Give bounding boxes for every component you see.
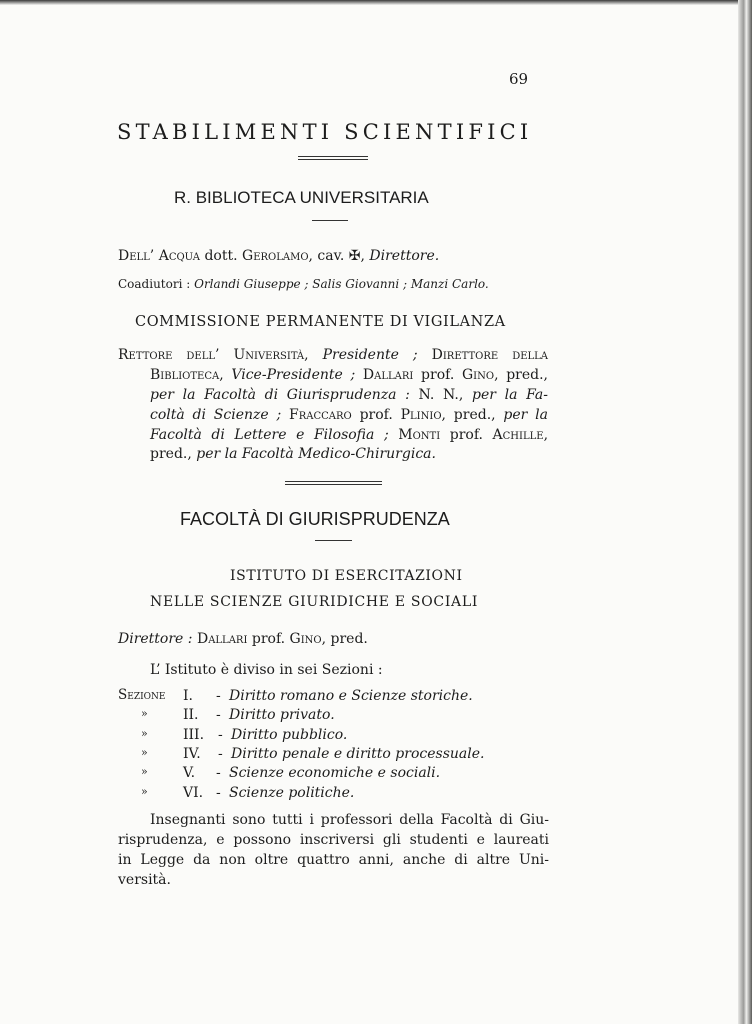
- section-mark: »: [141, 707, 148, 720]
- section-double-rule: [285, 481, 382, 485]
- title-double-rule: [298, 156, 368, 160]
- section-number: V.: [183, 765, 196, 781]
- text-run: N. N.,: [409, 387, 472, 403]
- italic-text: coltà di Scienze ;: [150, 407, 282, 423]
- page-number: 69: [509, 70, 529, 88]
- name-text: Biblioteca: [150, 367, 220, 383]
- text-run: dott.: [200, 248, 243, 264]
- library-assistants-line: [118, 278, 489, 290]
- closing-line: Insegnanti sono tutti i professori della Facoltà di Giu-: [150, 812, 549, 828]
- section-name: Scienze economiche e sociali.: [229, 765, 441, 781]
- text-run: ,: [219, 367, 232, 383]
- institute-director-line: [118, 632, 368, 646]
- name-text: Plinio: [400, 407, 442, 423]
- commission-line: [150, 368, 548, 382]
- section-number: III.: [183, 727, 205, 743]
- section-mark: »: [141, 746, 148, 759]
- institute-heading-1: ISTITUTO DI ESERCITAZIONI: [230, 568, 463, 584]
- section-number: IV.: [183, 746, 201, 762]
- italic-text: Vice-Presidente ;: [231, 367, 356, 383]
- text-run: pred.,: [150, 446, 197, 462]
- section-name: Diritto privato.: [229, 707, 335, 723]
- italic-text: Presidente ;: [322, 347, 418, 363]
- section-dash: -: [216, 707, 221, 723]
- section-number: VI.: [183, 785, 204, 801]
- text-run: prof.: [247, 631, 290, 647]
- name-text: Direttore della: [431, 347, 549, 363]
- text-run: [281, 407, 289, 423]
- scan-binding-edge: [738, 0, 752, 1024]
- name-text: Gerolamo: [242, 248, 309, 264]
- name-text: Dell’ Acqua: [118, 248, 201, 264]
- text-run: , pred.,: [494, 367, 549, 383]
- name-text: Fraccaro: [289, 407, 352, 423]
- institute-heading-2: NELLE SCIENZE GIURIDICHE E SOCIALI: [150, 594, 479, 610]
- closing-line: in Legge da non oltre quattro anni, anche di altre Uni-: [118, 852, 549, 868]
- commission-line: [150, 447, 436, 461]
- text-run: ,: [543, 427, 549, 443]
- italic-text: per la: [503, 407, 549, 423]
- name-text: Dallari: [362, 367, 414, 383]
- section-number: I.: [183, 688, 193, 704]
- text-run: ,: [304, 347, 323, 363]
- library-rule: [312, 220, 348, 221]
- name-text: Achille: [492, 427, 544, 443]
- text-run: , pred.: [321, 631, 368, 647]
- closing-line: risprudenza, e possono inscriversi gli studenti e laureati: [118, 832, 549, 848]
- closing-line: versità.: [118, 872, 171, 888]
- name-text: Rettore dell’ Università: [118, 347, 305, 363]
- italic-text: Orlandi Giuseppe ; Salis Giovanni ; Manzi Carlo.: [194, 277, 489, 291]
- section-mark: »: [141, 727, 148, 740]
- library-director-line: [118, 249, 439, 263]
- italic-text: Direttore :: [118, 631, 193, 647]
- section-dash: -: [218, 746, 223, 762]
- faculty-rule: [315, 540, 352, 541]
- page-title: STABILIMENTI SCIENTIFICI: [117, 120, 533, 144]
- text-run: , cav. ✠,: [308, 248, 370, 264]
- text-run: [418, 347, 432, 363]
- faculty-heading: FACOLTÀ DI GIURISPRUDENZA: [180, 509, 450, 529]
- scan-top-edge: [0, 0, 752, 5]
- section-name: Diritto pubblico.: [231, 727, 348, 743]
- section-name: Diritto romano e Scienze storiche.: [229, 688, 473, 704]
- section-dash: -: [216, 785, 221, 801]
- text-run: [389, 427, 399, 443]
- commission-line: [118, 348, 548, 362]
- section-dash: -: [216, 765, 221, 781]
- section-number: II.: [183, 707, 199, 723]
- italic-text: Facoltà di Lettere e Filosofia ;: [150, 427, 389, 443]
- text-run: prof.: [440, 427, 493, 443]
- section-name: Scienze politiche.: [229, 785, 355, 801]
- name-text: Monti: [398, 427, 441, 443]
- section-mark: »: [141, 765, 148, 778]
- italic-text: per la Fa-: [472, 387, 548, 403]
- commission-line: [150, 428, 548, 442]
- name-text: Gino: [289, 631, 322, 647]
- name-text: Dallari: [196, 631, 248, 647]
- text-run: prof.: [413, 367, 462, 383]
- section-dash: -: [216, 688, 221, 704]
- name-text: Gino: [461, 367, 495, 383]
- text-run: [355, 367, 363, 383]
- text-run: Coadiutori :: [118, 277, 195, 291]
- commission-line: [150, 388, 548, 402]
- italic-text: Direttore.: [369, 248, 440, 264]
- text-run: , pred.,: [441, 407, 504, 423]
- commission-heading: COMMISSIONE PERMANENTE DI VIGILANZA: [135, 314, 506, 330]
- sections-intro: L’ Istituto è diviso in sei Sezioni :: [150, 662, 383, 678]
- italic-text: per la Facoltà di Giurisprudenza :: [150, 387, 410, 403]
- section-name: Diritto penale e diritto processuale.: [231, 746, 485, 762]
- italic-text: per la Facoltà Medico-Chirurgica.: [196, 446, 436, 462]
- section-dash: -: [218, 727, 223, 743]
- section-mark: Sezione: [118, 687, 166, 703]
- commission-line: [150, 408, 548, 422]
- library-heading: R. BIBLIOTECA UNIVERSITARIA: [174, 188, 429, 207]
- text-run: prof.: [351, 407, 401, 423]
- section-mark: »: [141, 785, 148, 798]
